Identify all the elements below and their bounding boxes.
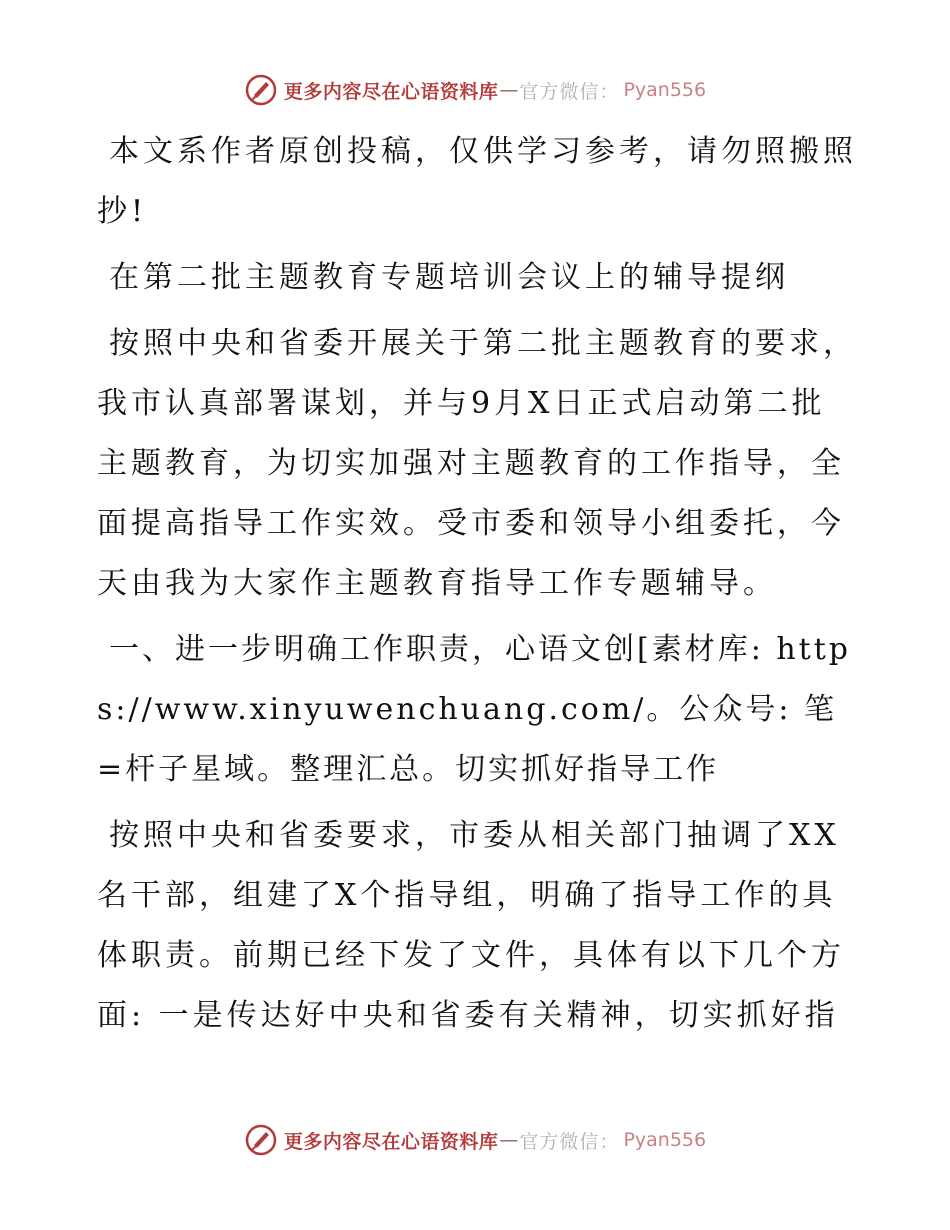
intro-paragraph: 按照中央和省委开展关于第二批主题教育的要求，我市认真部署谋划，并与9月X日正式启动第二批主题教育，为切实加强对主题教育的工作指导，全面提高指导工作实效。受市委和领导小组委托，今天由我为大家作主题教育指导工作专题辅导。 <box>97 326 857 601</box>
brand-logo-icon <box>244 73 278 107</box>
brand-logo-icon <box>244 1123 278 1157</box>
footer-watermark <box>0 1120 950 1160</box>
disclaimer-paragraph: 本文系作者原创投稿，仅供学习参考，请勿照搬照抄! <box>97 134 857 229</box>
document-body <box>97 122 857 1052</box>
section-heading-1: 一、进一步明确工作职责，心语文创[素材库: https://www.xinyuwenchuang.com/。公众号: 笔=杆子星域。整理汇总。切实抓好指导工作 <box>97 632 851 787</box>
watermark-wechat-id: Pyan556 <box>623 79 707 101</box>
document-title: 在第二批主题教育专题培训会议上的辅导提纲 <box>109 260 789 295</box>
header-watermark <box>0 70 950 110</box>
watermark-brand: 更多内容尽在心语资料库 <box>283 80 499 103</box>
watermark-wechat-label: 官方微信： <box>519 1130 620 1153</box>
watermark-wechat-label: 官方微信： <box>519 80 620 103</box>
watermark-wechat-id: Pyan556 <box>623 1129 707 1151</box>
section-1-paragraph: 按照中央和省委要求，市委从相关部门抽调了XX名干部，组建了X个指导组，明确了指导工作的具体职责。前期已经下发了文件，具体有以下几个方面: 一是传达好中央和省委有关精神，切实抓好指 <box>97 818 845 1033</box>
watermark-separator: — <box>499 79 519 101</box>
watermark-separator: — <box>499 1129 519 1151</box>
watermark-brand: 更多内容尽在心语资料库 <box>283 1130 499 1153</box>
